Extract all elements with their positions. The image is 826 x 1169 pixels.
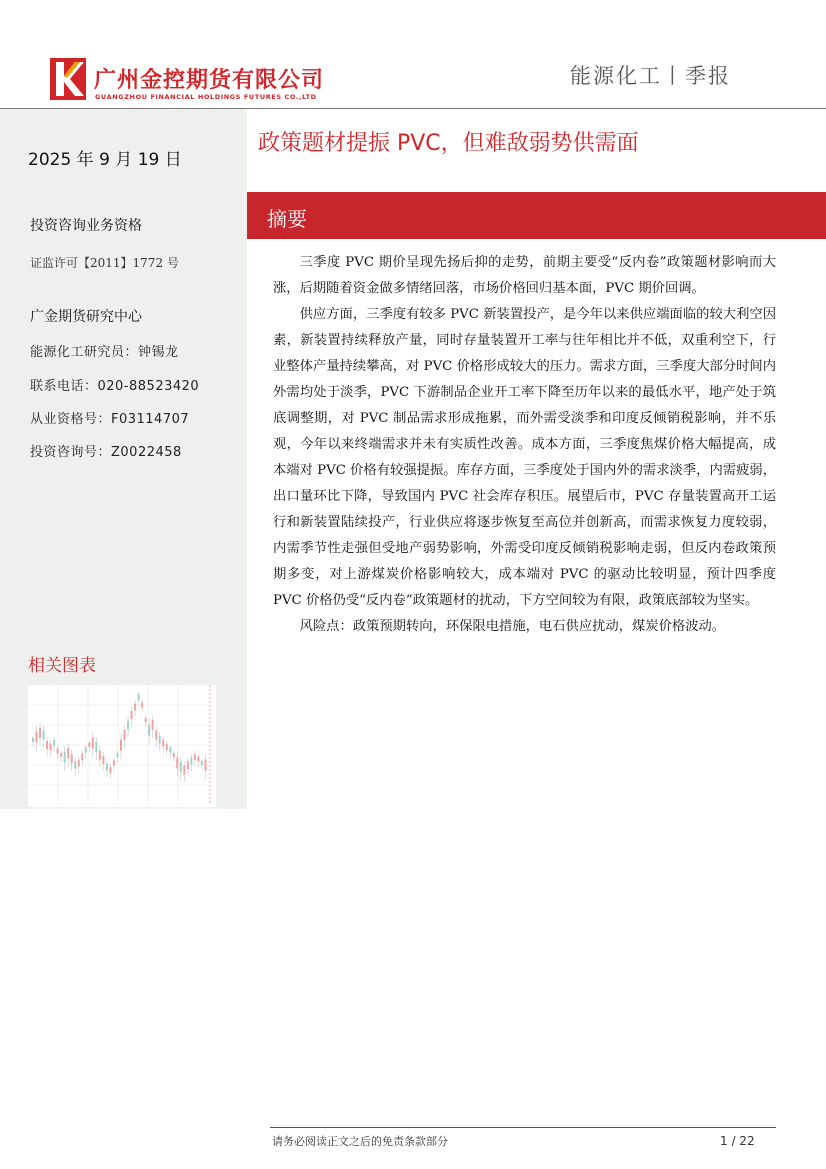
thumbnail-candle [197,757,199,762]
thumbnail-candle [155,731,157,740]
qualification-title: 投资咨询业务资格 [30,218,142,234]
consulting-id: 投资咨询号：Z0022458 [30,445,182,460]
thumbnail-candle [95,742,97,752]
thumbnail-candle [50,744,52,751]
thumbnail-candle [176,758,178,769]
thumbnail-candle [64,752,66,763]
thumbnail-candle [81,754,83,760]
license-number: 证监许可【2011】1772 号 [30,256,179,270]
company-name-en: GUANGZHOU FINANCIAL HOLDINGS FUTURES CO.,LTD [95,93,317,101]
thumbnail-candle [148,725,150,736]
thumbnail-candle [60,753,62,757]
thumbnail-candle [78,760,80,767]
thumbnail-candle [116,753,118,757]
thumbnail-candle [124,730,126,740]
thumbnail-candle [106,764,108,771]
thumbnail-candle [145,718,147,722]
thumbnail-candle [39,728,41,738]
thumbnail-candle [204,760,206,771]
thumbnail-candle [134,704,136,711]
page-number: 1 / 22 [720,1134,755,1148]
footer-divider [270,1127,776,1128]
thumbnail-candle [138,694,140,700]
contact-phone: 联系电话：020-88523420 [30,379,200,394]
abstract-paragraph-3: 风险点：政策预期转向，环保限电措施，电石供应扰动，煤炭价格波动。 [299,619,726,634]
research-center: 广金期货研究中心 [30,309,142,325]
thumbnail-candle [183,766,185,775]
analyst-name: 能源化工研究员：钟锡龙 [30,345,179,360]
thumbnail-candle [43,731,45,740]
thumbnail-candle [152,720,154,730]
practitioner-id: 从业资格号：F03114707 [30,412,190,427]
thumbnail-candle [113,761,115,766]
thumbnail-candle [166,744,168,750]
abstract-paragraph-1: 三季度 PVC 期价呈现先扬后抑的走势，前期主要受“反内卷”政策题材影响而大涨，后期随着资金做多情绪回落，市场价格回归基本面，PVC 期价回调。 [273,255,776,296]
abstract-paragraph-2: 供应方面，三季度有较多 PVC 新装置投产，是今年以来供应端面临的较大利空因素，新装置持续释放产量，同时存量装置开工率与往年相比并不低，双重利空下，行业整体产量持续攀高，对 PVC 价格形成较大的压力。需求方面，三季度大部分时间内外需均处于淡季，PVC 下游制品企业开工率下降至历年以来的最低水平，地产处于筑底调整期，对 PVC 制品需求形成拖累，而外需受淡季和印度反倾销税影响，并不乐观，今年以来终端需求并未有实质性改善。成本方面，三季度焦煤价格大幅提高，成本端对 PVC 价格有较强提振。库存方面，三季度处于国内外的需求淡季，内需疲弱，出口量环比下降，导致国内 PVC 社会库存积压。展望后市，PVC 存量装置高开工运行和新装置陆续投产，行业供应将逐步恢复至高位并创新高，而需求恢复力度较弱，内需季节性走强但受地产弱势影响，外需受印度反倾销税影响走弱，但反内卷政策预期多变，对上游煤炭价格影响较大，成本端对 PVC 的驱动比较明显，预计四季度 PVC 价格仍受“反内卷”政策题材的扰动，下方空间较为有限，政策底部较为坚实。 [273,307,776,608]
report-type: 能源化工丨季报 [570,64,731,88]
thumbnail-candle [71,755,73,764]
thumbnail-candle [127,721,129,730]
thumbnail-candle [99,751,101,760]
abstract-body [273,250,776,640]
thumbnail-candle [88,743,90,747]
thumbnail-candle [109,767,111,773]
thumbnail-candle [74,761,76,769]
thumbnail-candle [102,756,104,764]
thumbnail-candle [57,749,59,754]
disclaimer-note: 请务必阅读正文之后的免责条款部分 [272,1135,448,1148]
thumbnail-candle [131,711,133,719]
thumbnail-candle [120,740,122,751]
company-logo-icon [50,58,86,100]
thumbnail-candle [85,748,87,753]
thumbnail-candle [32,738,34,742]
thumbnail-candle [67,748,69,758]
report-date: 2025 年 9 月 19 日 [28,150,182,170]
abstract-header-bar [247,192,826,239]
thumbnail-candle [190,758,192,765]
company-name-cn: 广州金控期货有限公司 [94,68,325,93]
thumbnail-candle [180,762,182,772]
thumbnail-candle [53,740,55,746]
thumbnail-candle [187,761,189,769]
thumbnail-candle [159,736,161,744]
thumbnail-candle [92,738,94,749]
thumbnail-candle [201,761,203,765]
thumbnail-candle [162,740,164,747]
thumbnail-candle [36,732,38,743]
related-chart-thumbnail [28,685,216,807]
thumbnail-candle [173,753,175,757]
related-charts-heading: 相关图表 [28,656,96,676]
thumbnail-candle [141,703,143,708]
report-title: 政策题材提振 PVC，但难敌弱势供需面 [258,131,639,156]
thumbnail-candle [169,748,171,753]
thumbnail-candle [194,754,196,760]
abstract-heading: 摘要 [267,207,307,231]
thumbnail-candle [46,741,48,749]
